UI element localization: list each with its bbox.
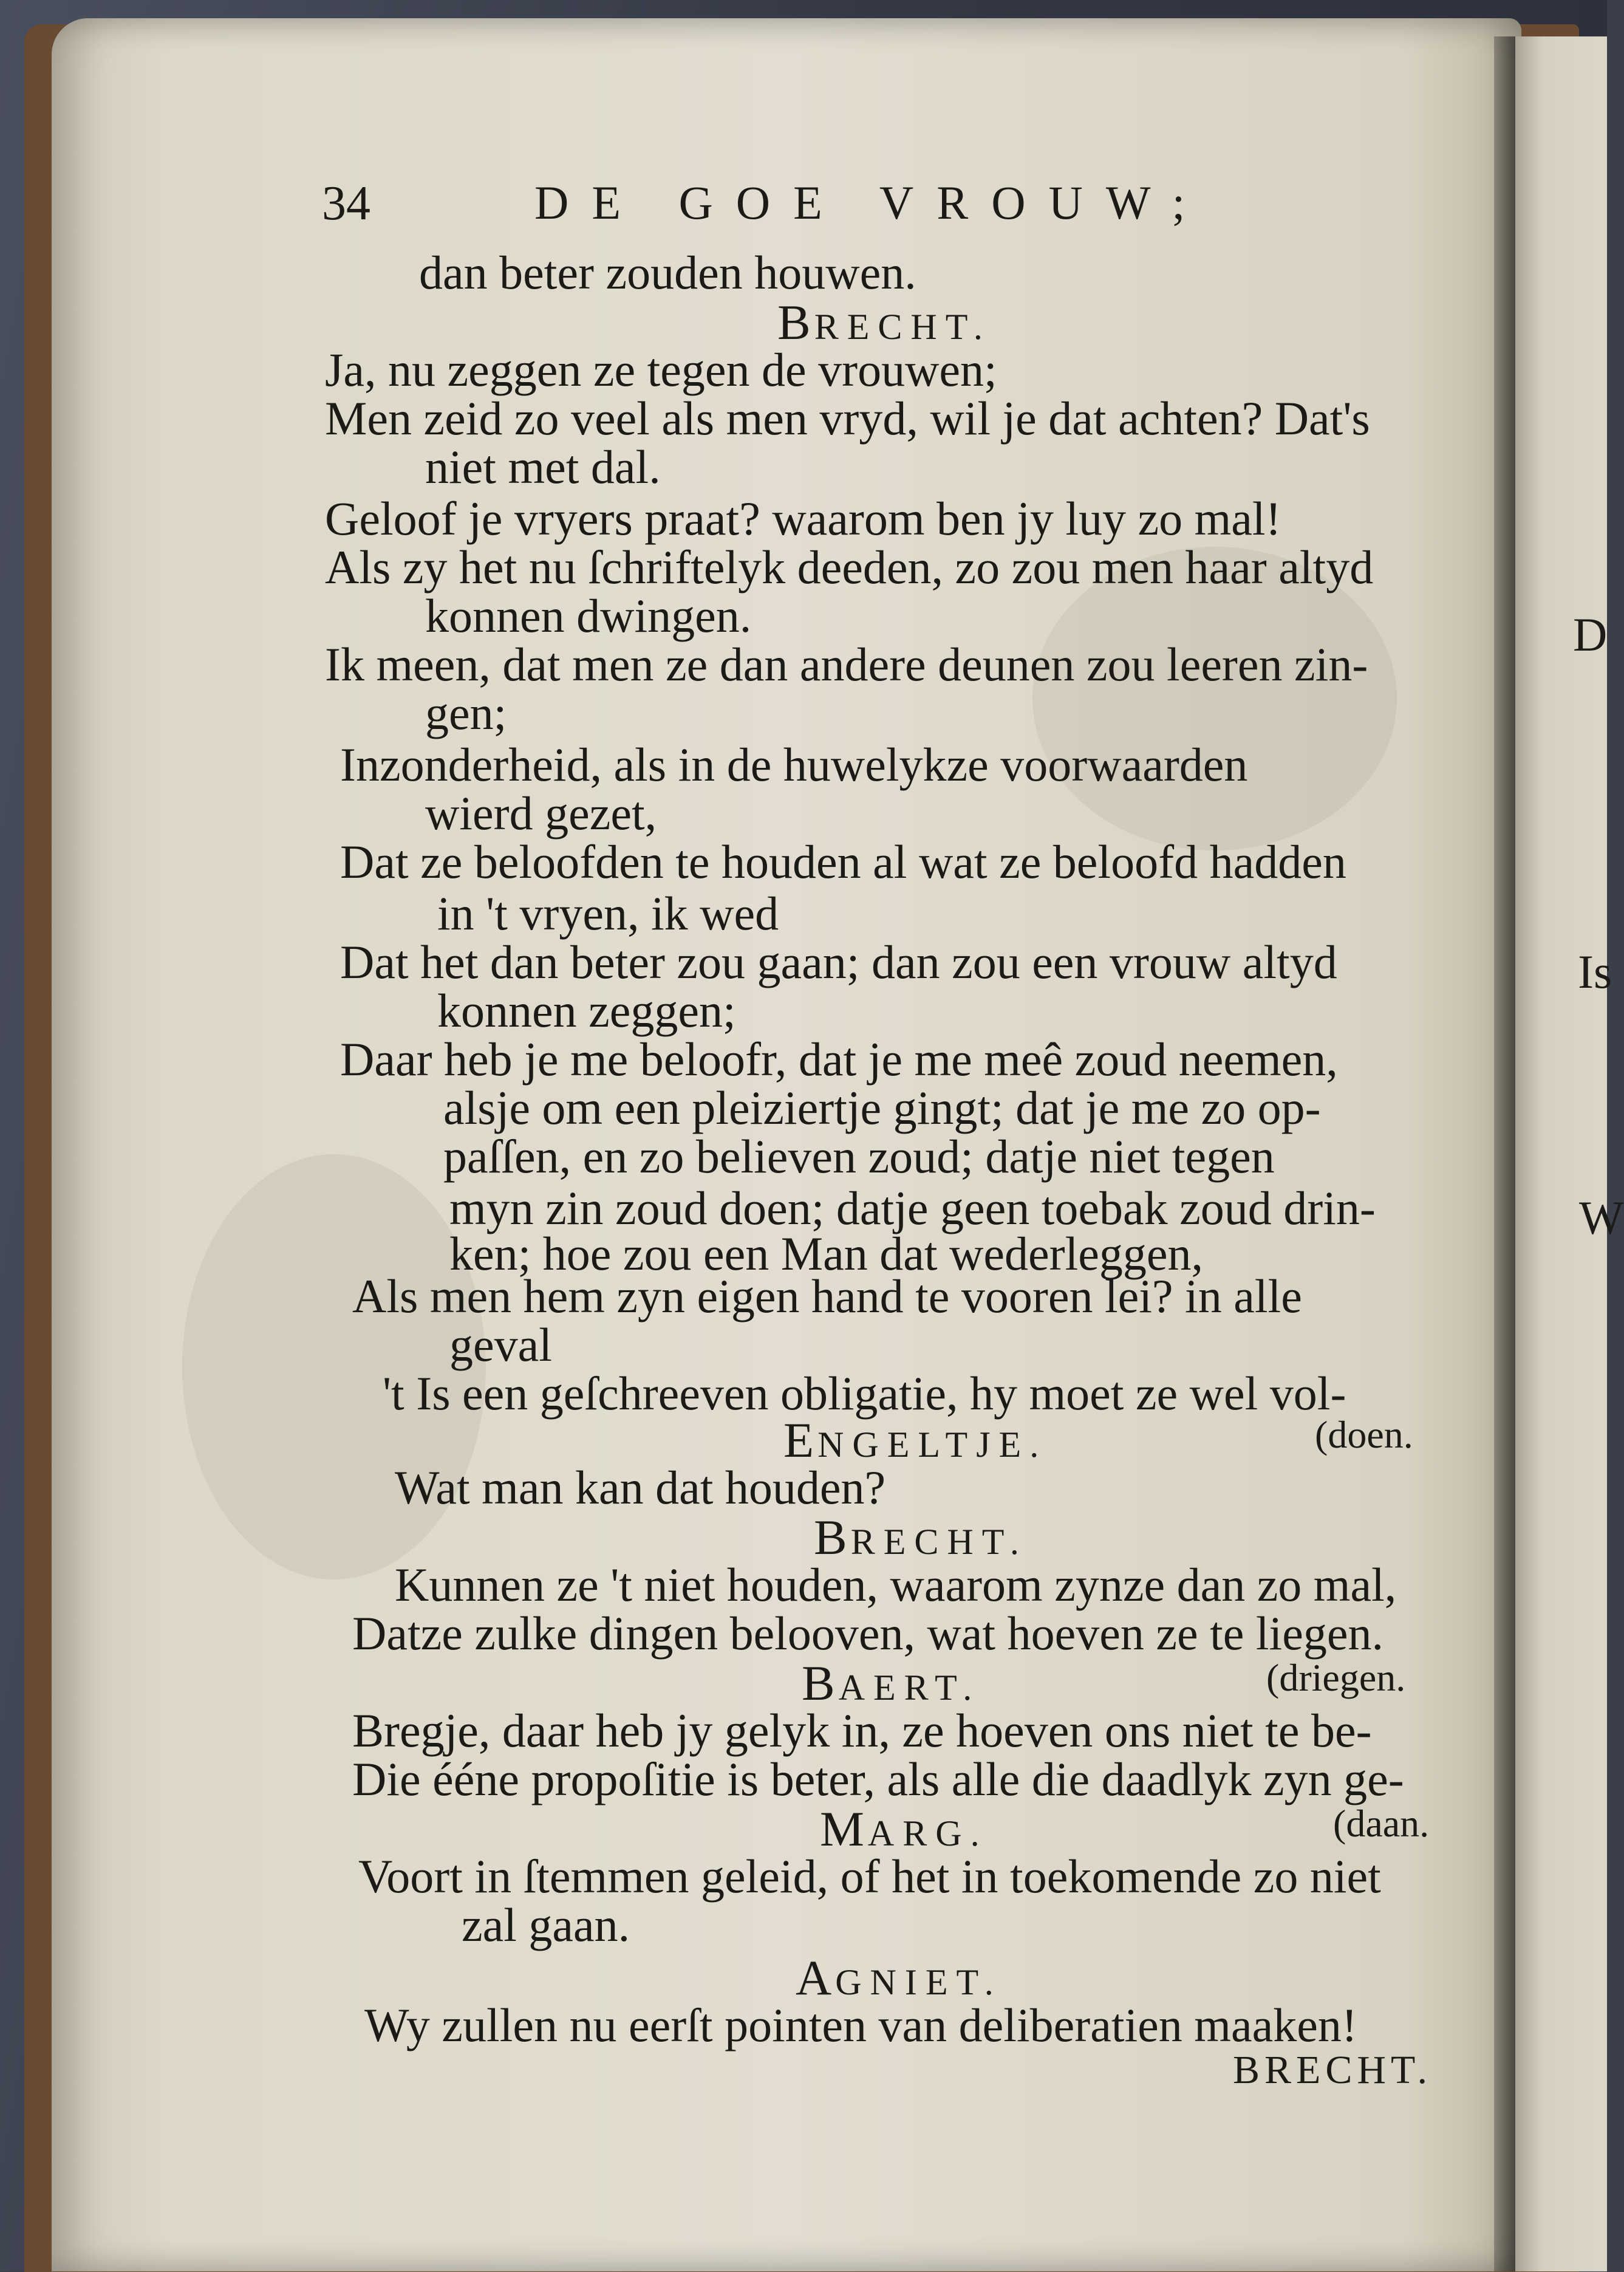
text-line: Geloof je vryers praat? waarom ben jy luy zo mal! [325,492,1281,545]
text-line: myn zin zoud doen; datje geen toebak zoud drin- [449,1182,1376,1234]
text-line: Dat ze beloofden te houden al wat ze beloofd hadden [340,835,1346,888]
turnover-fragment: (daan. [1333,1802,1430,1845]
speaker-name: BAERT. [802,1655,981,1711]
text-line: Als men hem zyn eigen hand te vooren lei? in alle [352,1270,1302,1322]
text-line: Bregje, daar heb jy gelyk in, ze hoeven ons niet te be- [352,1704,1372,1757]
text-line: alsje om een pleiziertje gingt; dat je me zo op- [443,1081,1321,1134]
text-line: in 't vryen, ik wed [437,887,779,940]
running-head-title: DE GOE VROUW; [534,176,1209,229]
speaker-name: BRECHT. [814,1510,1028,1565]
text-line: Ik meen, dat men ze dan andere deunen zou leeren zin- [325,638,1368,691]
speaker-name: BRECHT. [777,295,991,350]
text-line: Datze zulke dingen belooven, wat hoeven ze te liegen. [352,1607,1383,1660]
page-number: 34 [322,177,370,230]
text-line: Voort in ſtemmen geleid, of het in toekomende zo niet [358,1850,1381,1903]
text-line: Ja, nu zeggen ze tegen de vrouwen; [325,343,997,396]
facing-page [1515,36,1607,2271]
text-line: Wat man kan dat houden? [395,1461,886,1514]
text-line: Dat het dan beter zou gaan; dan zou een vrouw altyd [340,936,1337,988]
text-line: paſſen, en zo believen zoud; datje niet tegen [443,1130,1275,1183]
text-line: Wy zullen nu eerſt pointen van deliberatien maaken! [364,1999,1357,2051]
speaker-name: AGNIET. [796,1950,1002,2005]
text-line: konnen zeggen; [437,984,736,1037]
text-line: Als zy het nu ſchriftelyk deeden, zo zou men haar altyd [325,541,1374,594]
text-line: Men zeid zo veel als men vryd, wil je dat achten? Dat's [325,392,1370,445]
speaker-name: ENGELTJE. [783,1412,1048,1468]
text-line: Inzonderheid, als in de huwelykze voorwaarden [340,738,1248,791]
catchword: BRECHT. [1233,2048,1432,2092]
facing-page-fragment: Is [1578,945,1612,998]
text-line: Kunnen ze 't niet houden, waarom zynze dan zo mal, [395,1558,1397,1611]
speaker-name: MARG. [820,1801,988,1856]
text-line: wierd gezet, [425,787,657,840]
text-line: konnen dwingen. [425,589,752,642]
facing-page-fragment: W [1579,1191,1624,1244]
text-line: Die ééne propoſitie is beter, als alle die daadlyk zyn ge- [352,1753,1404,1805]
text-line: 't Is een geſchreeven obligatie, hy moet ze wel vol- [383,1367,1346,1420]
text-line: geval [449,1318,552,1371]
text-line: Daar heb je me beloofr, dat je me meê zoud neemen, [340,1033,1338,1086]
text-line: zal gaan. [462,1898,630,1951]
turnover-fragment: (doen. [1315,1413,1413,1456]
text-line: niet met dal. [425,440,661,493]
text-line: ken; hoe zou een Man dat wederleggen, [449,1227,1203,1280]
turnover-fragment: (driegen. [1266,1656,1406,1699]
text-line: gen; [425,686,507,739]
facing-page-fragment: D [1573,608,1608,661]
text-line: dan beter zouden houwen. [419,246,916,299]
